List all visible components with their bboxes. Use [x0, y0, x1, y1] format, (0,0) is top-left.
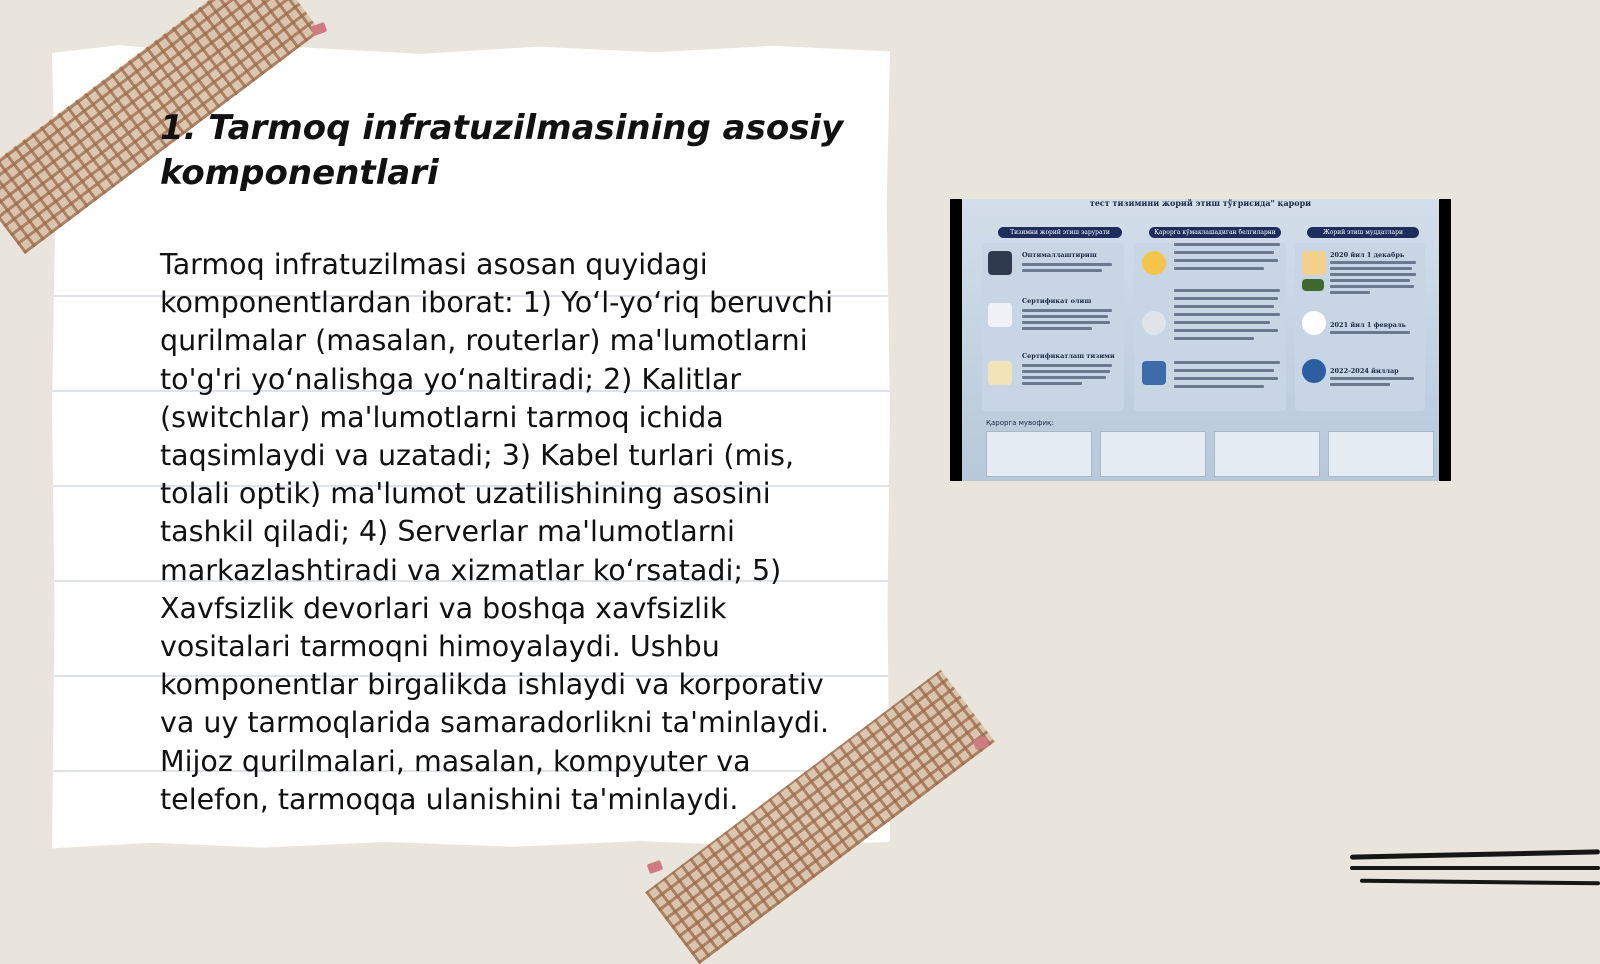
text-line	[1022, 382, 1082, 385]
brush-stroke	[1360, 879, 1600, 886]
infographic-bottom-label: Қарорга мувофиқ:	[986, 419, 1054, 427]
text-line	[1330, 279, 1410, 282]
tape-pin	[647, 860, 664, 874]
infographic-card	[1328, 431, 1434, 477]
document-icon	[988, 303, 1012, 327]
brush-stroke	[1350, 866, 1600, 870]
text-line	[1174, 361, 1280, 364]
infographic-image	[950, 199, 1451, 481]
infographic-heading: 2020 йил 1 декабрь	[1330, 251, 1405, 259]
infographic-pill: Қарорга кўмаклашадиган белгиларни	[1149, 227, 1281, 238]
graduate-icon	[988, 251, 1012, 275]
text-line	[1330, 383, 1390, 386]
text-line	[1022, 263, 1112, 266]
text-line	[1330, 261, 1416, 264]
chalkboard-icon	[1302, 279, 1324, 291]
text-line	[1330, 377, 1414, 380]
infographic-heading: 2021 йил 1 февраль	[1330, 321, 1406, 329]
slide-body-text: Tarmoq infratuzilmasi asosan quyidagi komponentlardan iborat: 1) Yo‘l-yo‘riq beruvchi qurilmalar (masalan, routerlar) ma'lumotlarni to'g'ri yo‘nalishga yo‘naltiradi; 2) Kalitlar (switchlar) ma'lumotlarni tarmoq ichida taqsimlaydi va uzatadi; 3) Kabel turlari (mis, tolali optik) ma'lumot uzatilishining asosini tashkil qiladi; 4) Serverlar ma'lumotlarni markazlashtiradi va xizmatlar ko‘rsatadi; 5) Xavfsizlik devorlari va boshqa xavfsizlik vositalari tarmoqni himoyalaydi. Ushbu komponentlar birgalikda ishlaydi va korporativ va uy tarmoqlarida samaradorlikni ta'minlaydi. Mijoz qurilmalari, masalan, kompyuter va telefon, tarmoqqa ulanishini ta'minlaydi.	[160, 248, 833, 816]
text-line	[1330, 285, 1414, 288]
certificate-icon	[988, 361, 1012, 385]
text-line	[1330, 267, 1412, 270]
text-line	[1022, 315, 1108, 318]
text-line	[1022, 364, 1112, 367]
text-line	[1174, 259, 1278, 262]
text-line	[1174, 337, 1254, 340]
text-line	[1174, 305, 1274, 308]
text-line	[1022, 309, 1112, 312]
text-line	[1330, 273, 1416, 276]
text-line	[1174, 267, 1264, 270]
lightbulb-icon	[1142, 251, 1166, 275]
infographic-heading: 2022-2024 йиллар	[1330, 367, 1399, 375]
text-line	[1174, 313, 1280, 316]
slide-title: 1. Tarmoq infratuzilmasining asosiy komponentlari	[160, 108, 844, 193]
infographic-heading: Сертификатлаш тизими	[1022, 352, 1115, 360]
text-line	[1022, 321, 1110, 324]
text-line	[1174, 243, 1280, 246]
text-line	[1022, 370, 1110, 373]
text-line	[1174, 289, 1280, 292]
text-line	[1174, 377, 1278, 380]
infographic-card	[986, 431, 1092, 477]
text-line	[1330, 331, 1410, 334]
text-line	[1174, 385, 1264, 388]
infographic-card	[1100, 431, 1206, 477]
infographic-panel	[962, 199, 1439, 481]
infographic-heading: Сертификат олиш	[1022, 297, 1092, 305]
text-line	[1022, 269, 1102, 272]
gear-icon	[1142, 311, 1166, 335]
infographic-pill: Жорий этиш муддатлари	[1307, 227, 1419, 238]
building-icon	[1142, 361, 1166, 385]
lab-flask-icon	[1302, 311, 1326, 335]
infographic-pill: Тизимни жорий этиш зарурати	[998, 227, 1122, 238]
infographic-card	[1214, 431, 1320, 477]
text-line	[1174, 251, 1274, 254]
text-line	[1174, 321, 1270, 324]
globe-icon	[1302, 359, 1326, 383]
text-line	[1174, 369, 1274, 372]
infographic-heading: Оптималлаштириш	[1022, 251, 1097, 259]
text-line	[1174, 297, 1278, 300]
infographic-header: тест тизимини жорий этиш тўғрисида" қарори	[1089, 199, 1312, 208]
book-icon	[1302, 251, 1326, 275]
text-line	[1174, 329, 1278, 332]
text-line	[1330, 291, 1370, 294]
text-line	[1022, 376, 1106, 379]
text-line	[1022, 327, 1092, 330]
brush-stroke	[1350, 849, 1600, 859]
